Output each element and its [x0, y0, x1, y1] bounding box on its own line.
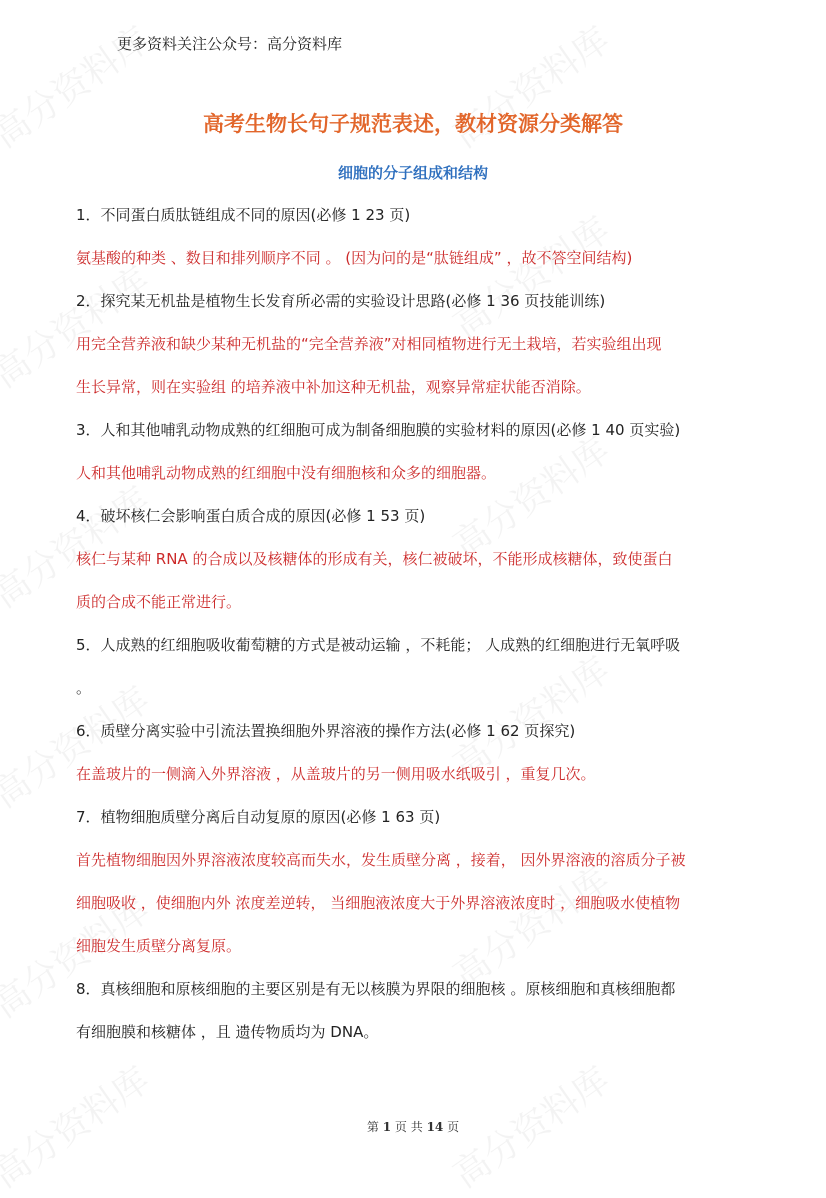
footer-prefix: 第 [366, 1120, 379, 1134]
question-line: 1．不同蛋白质肽链组成不同的原因(必修 1 23 页) [76, 206, 411, 224]
footer-suffix: 页 [447, 1120, 460, 1134]
answer-line: 在盖玻片的一侧滴入外界溶液 ，从盖玻片的另一侧用吸水纸吸引 ，重复几次。 [76, 765, 596, 783]
question-line: 4．破坏核仁会影响蛋白质合成的原因(必修 1 53 页) [76, 507, 426, 525]
page-footer [0, 1118, 826, 1135]
page-title: 高考生物长句子规范表述，教材资源分类解答 [203, 112, 623, 136]
question-line: 有细胞膜和核糖体 ，且 遗传物质均为 DNA。 [76, 1023, 379, 1041]
footer-middle: 页 共 [394, 1120, 423, 1134]
question-line: 3．人和其他哺乳动物成熟的红细胞可成为制备细胞膜的实验材料的原因(必修 1 40 页实验) [76, 421, 681, 439]
watermark-text [442, 853, 619, 998]
answer-line: 氨基酸的种类 、数目和排列顺序不同 。 (因为问的是“肽链组成” ，故不答空间结构) [76, 249, 633, 267]
section-title: 细胞的分子组成和结构 [337, 164, 488, 182]
header-note: 更多资料关注公众号：高分资料库 [117, 35, 343, 53]
answer-line: 人和其他哺乳动物成熟的红细胞中没有细胞核和众多的细胞器。 [76, 464, 497, 482]
question-line: 6．质壁分离实验中引流法置换细胞外界溶液的操作方法(必修 1 62 页探究) [76, 722, 576, 740]
question-line: 7．植物细胞质壁分离后自动复原的原因(必修 1 63 页) [76, 808, 441, 826]
answer-line: 用完全营养液和缺少某种无机盐的“完全营养液”对相同植物进行无土栽培，若实验组出现 [76, 335, 662, 353]
answer-line: 细胞吸收 ，使细胞内外 浓度差逆转， 当细胞液浓度大于外界溶液浓度时 ，细胞吸水使植物 [76, 894, 681, 912]
answer-line: 首先植物细胞因外界溶液浓度较高而失水，发生质壁分离 ，接着， 因外界溶液的溶质分子被 [76, 851, 686, 869]
question-line: 8．真核细胞和原核细胞的主要区别是有无以核膜为界限的细胞核 。原核细胞和真核细胞都 [76, 980, 676, 998]
footer-total-pages: 14 [426, 1120, 444, 1134]
question-line: 2．探究某无机盐是植物生长发育所必需的实验设计思路(必修 1 36 页技能训练) [76, 292, 606, 310]
answer-line: 细胞发生质壁分离复原。 [76, 937, 242, 955]
footer-page-number: 1 [382, 1120, 392, 1134]
answer-line: 核仁与某种 RNA 的合成以及核糖体的形成有关，核仁被破坏，不能形成核糖体，致使蛋白 [76, 550, 673, 568]
answer-line: 生长异常，则在实验组 的培养液中补加这种无机盐，观察异常症状能否消除。 [76, 378, 591, 396]
question-line: 5．人成熟的红细胞吸收葡萄糖的方式是被动运输 ，不耗能； 人成熟的红细胞进行无氧呼吸 [76, 636, 681, 654]
watermark-text [442, 423, 619, 568]
answer-line: 质的合成不能正常进行。 [76, 593, 242, 611]
watermark-text [442, 203, 619, 348]
question-line: 。 [76, 679, 92, 697]
